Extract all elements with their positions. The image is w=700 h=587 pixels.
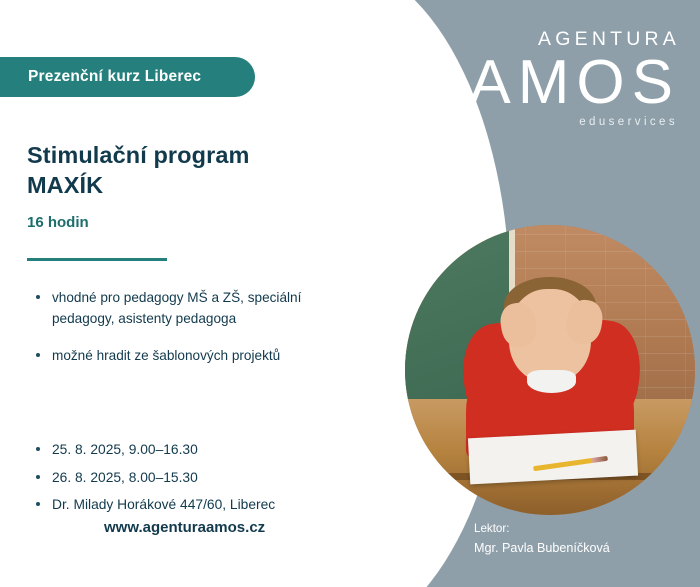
bullet-dot-icon [36, 502, 40, 506]
bullet-dot-icon [36, 295, 40, 299]
amos-logo [452, 30, 682, 128]
lecturer-label: Lektor: [474, 522, 510, 536]
list-item-label: 26. 8. 2025, 8.00–15.30 [52, 469, 198, 485]
logo-eduservices-text: eduservices [579, 115, 678, 128]
page-title-line-1: Stimulační program [27, 142, 250, 168]
list-item-label: vhodné pro pedagogy MŠ a ZŠ, speciální pedagogy, asistenty pedagoga [52, 290, 302, 326]
list-item-label: 25. 8. 2025, 9.00–16.30 [52, 442, 198, 457]
lecturer-info [474, 519, 684, 559]
list-item [36, 440, 356, 461]
status-badge-label: Prezenční kurz Liberec [28, 68, 202, 85]
list-item [36, 468, 356, 489]
list-item-label: Dr. Milady Horákové 447/60, Liberec [52, 497, 276, 513]
divider [27, 258, 167, 261]
lecturer-name: Mgr. Pavla Bubeníčková [474, 541, 610, 556]
logo-amos-text: AMOS [469, 47, 680, 117]
website-link[interactable]: www.agenturaamos.cz [104, 519, 266, 536]
bullet-dot-icon [36, 475, 40, 479]
logo-agentura-text: AGENTURA [538, 28, 680, 50]
list-item-label: možné hradit ze šablonových projektů [52, 348, 281, 364]
photo-content [405, 225, 695, 515]
list-item [36, 346, 336, 367]
course-duration: 16 hodin [27, 214, 89, 231]
paper-sheet [468, 429, 638, 484]
bullet-dot-icon [36, 353, 40, 357]
page-title [27, 140, 357, 200]
list-item [36, 288, 336, 329]
page-title-line-2: MAXÍK [27, 172, 104, 199]
features-list [36, 288, 336, 384]
boy-at-desk-photo [405, 225, 695, 515]
bullet-dot-icon [36, 447, 40, 451]
status-badge [0, 57, 255, 97]
details-list [36, 440, 356, 523]
list-item [36, 495, 356, 516]
